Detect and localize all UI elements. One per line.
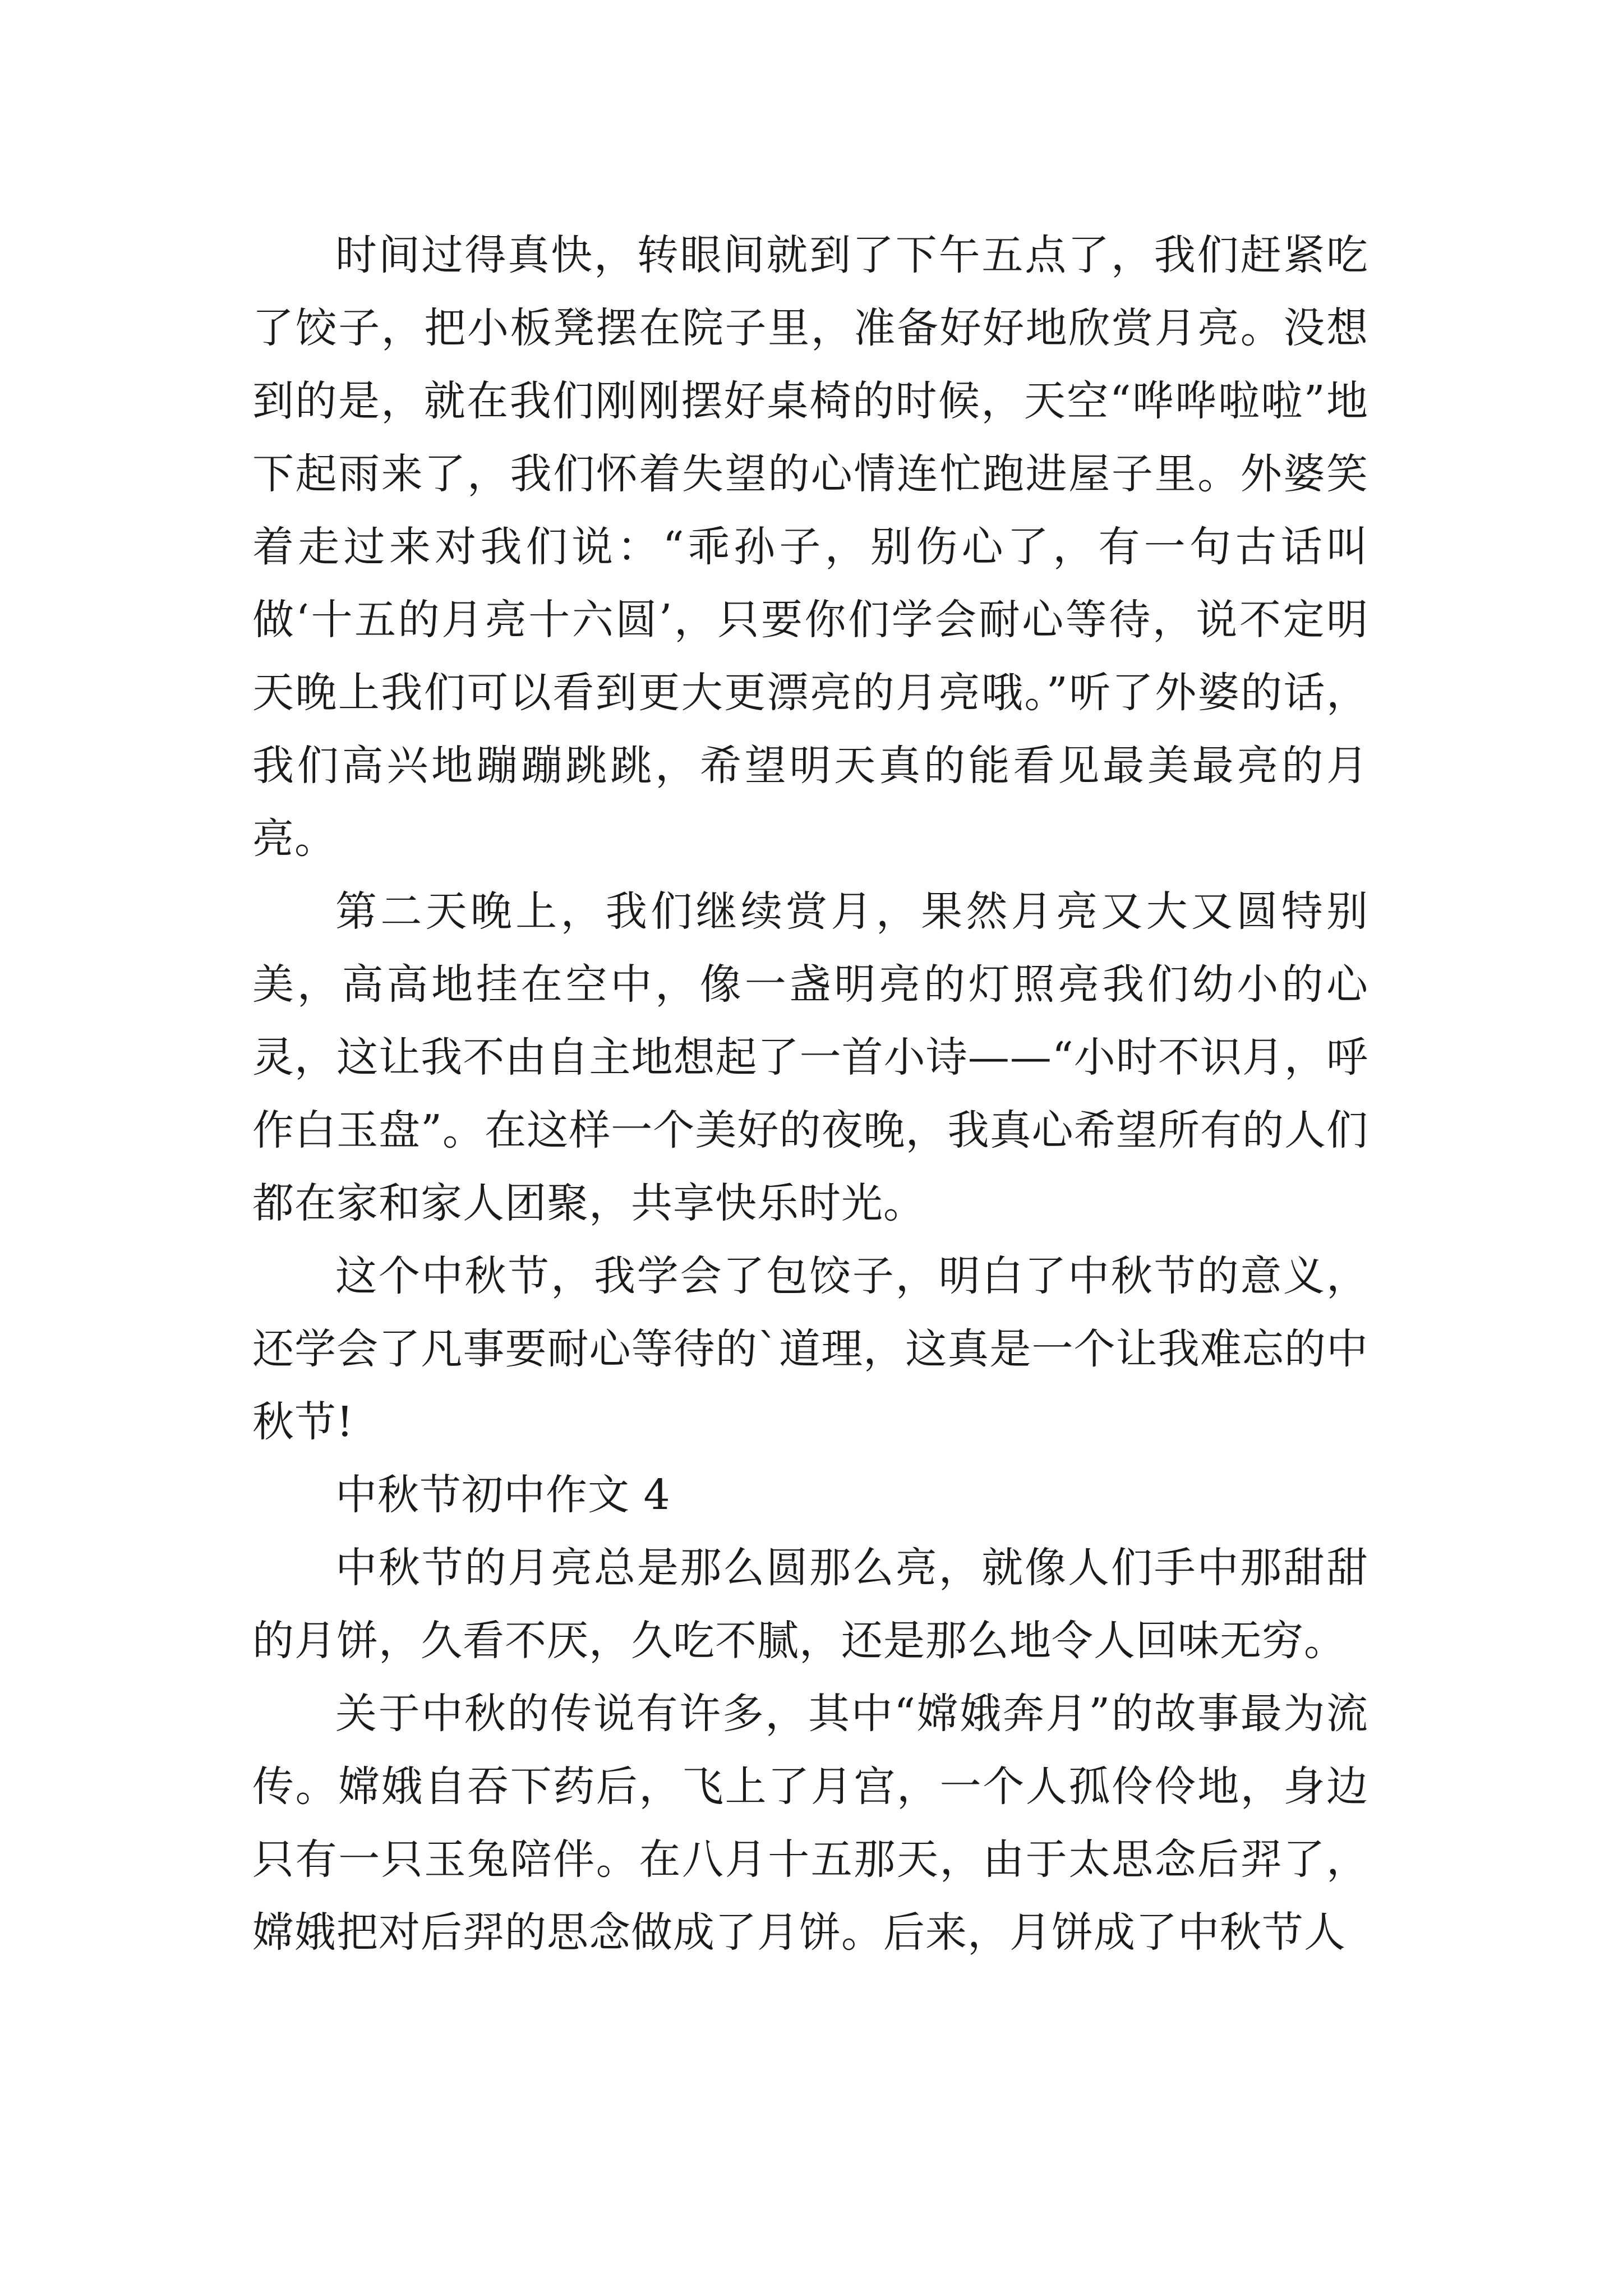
paragraph: 时间过得真快，转眼间就到了下午五点了，我们赶紧吃了饺子，把小板凳摆在院子里，准备好好地欣赏月亮。没想到的是，就在我们刚刚摆好桌椅的时候，天空“哗哗啦啦”地下起雨来了，我们怀着失望的心情连忙跑进屋子里。外婆笑着走过来对我们说：“乖孙子，别伤心了，有一句古话叫做‘十五的月亮十六圆’，只要你们学会耐心等待，说不定明天晚上我们可以看到更大更漂亮的月亮哦。”听了外婆的话，我们高兴地蹦蹦跳跳，希望明天真的能看见最美最亮的月亮。 xyxy=(252,231,1368,863)
paragraph: 第二天晚上，我们继续赏月，果然月亮又大又圆特别美，高高地挂在空中，像一盏明亮的灯照亮我们幼小的心灵，这让我不由自主地想起了一首小诗——“小时不识月，呼作白玉盘”。在这样一个美好的夜晚，我真心希望所有的人们都在家和家人团聚，共享快乐时光。 xyxy=(252,887,1368,1227)
paragraph: 关于中秋的传说有许多，其中“嫦娥奔月”的故事最为流传。嫦娥自吞下药后，飞上了月宫，一个人孤伶伶地，身边只有一只玉兔陪伴。在八月十五那天，由于太思念后羿了，嫦娥把对后羿的思念做成了月饼。后来，月饼成了中秋节人 xyxy=(252,1690,1368,1957)
section-heading: 中秋节初中作文 4 xyxy=(335,1471,671,1519)
paragraph: 中秋节的月亮总是那么圆那么亮，就像人们手中那甜甜的月饼，久看不厌，久吃不腻，还是那么地令人回味无穷。 xyxy=(252,1544,1368,1665)
document-body xyxy=(252,219,1368,1969)
paragraph: 这个中秋节，我学会了包饺子，明白了中秋节的意义，还学会了凡事要耐心等待的`道理，这真是一个让我难忘的中秋节! xyxy=(252,1252,1368,1446)
